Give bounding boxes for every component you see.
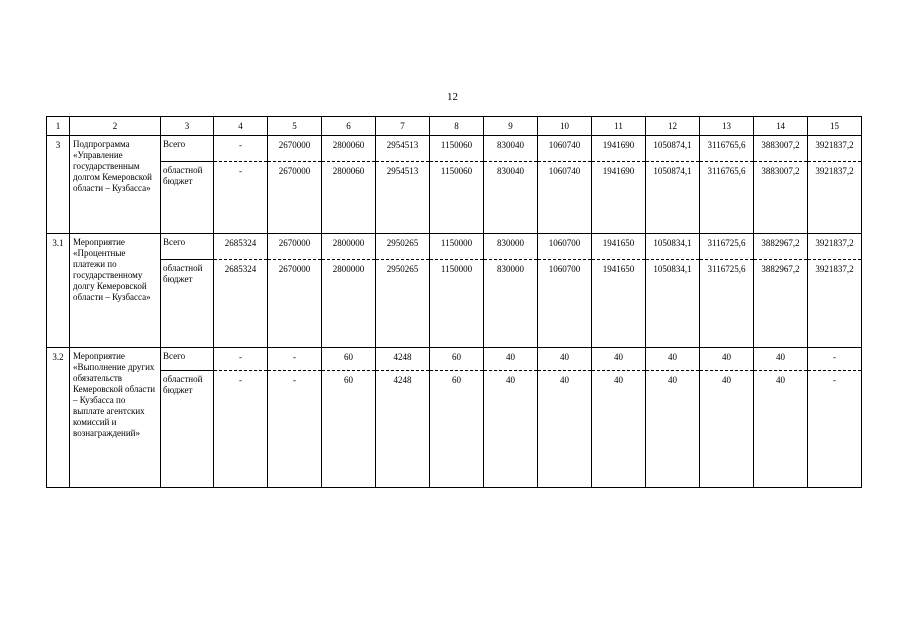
amount-cell: 40 <box>538 371 592 488</box>
amount-cell: - <box>268 371 322 488</box>
amount-cell: 40 <box>700 371 754 488</box>
amount-cell: 2670000 <box>268 162 322 234</box>
amount-cell: 40 <box>592 348 646 371</box>
funding-source: Всего <box>161 234 214 260</box>
amount-cell: 1060740 <box>538 136 592 162</box>
column-number: 10 <box>538 117 592 136</box>
amount-cell: 1060700 <box>538 260 592 348</box>
column-number-row <box>47 117 862 136</box>
amount-cell: 3883007,2 <box>754 136 808 162</box>
column-number: 2 <box>70 117 161 136</box>
amount-cell: 40 <box>646 371 700 488</box>
funding-source: областной бюджет <box>161 162 214 234</box>
amount-cell: 830000 <box>484 260 538 348</box>
amount-cell: 40 <box>754 371 808 488</box>
amount-cell: 1150000 <box>430 234 484 260</box>
amount-cell: 1150060 <box>430 136 484 162</box>
table-row <box>47 260 862 348</box>
amount-cell: 2800060 <box>322 136 376 162</box>
amount-cell: 3116765,6 <box>700 136 754 162</box>
amount-cell: - <box>808 371 862 488</box>
amount-cell: 40 <box>700 348 754 371</box>
amount-cell: 2950265 <box>376 234 430 260</box>
amount-cell: 60 <box>322 371 376 488</box>
column-number: 15 <box>808 117 862 136</box>
amount-cell: 3921837,2 <box>808 162 862 234</box>
amount-cell: 60 <box>322 348 376 371</box>
amount-cell: 3882967,2 <box>754 234 808 260</box>
amount-cell: 1150000 <box>430 260 484 348</box>
table-row <box>47 136 862 162</box>
amount-cell: 3116765,6 <box>700 162 754 234</box>
column-number: 1 <box>47 117 70 136</box>
amount-cell: - <box>268 348 322 371</box>
amount-cell: 40 <box>646 348 700 371</box>
column-number: 11 <box>592 117 646 136</box>
amount-cell: 830040 <box>484 162 538 234</box>
amount-cell: 1060740 <box>538 162 592 234</box>
table-row <box>47 234 862 260</box>
column-number: 7 <box>376 117 430 136</box>
amount-cell: 1050874,1 <box>646 162 700 234</box>
column-number: 5 <box>268 117 322 136</box>
amount-cell: 2800000 <box>322 234 376 260</box>
column-number: 14 <box>754 117 808 136</box>
amount-cell: - <box>214 348 268 371</box>
amount-cell: - <box>214 371 268 488</box>
amount-cell: 2950265 <box>376 260 430 348</box>
amount-cell: 1050834,1 <box>646 260 700 348</box>
amount-cell: 2670000 <box>268 260 322 348</box>
amount-cell: 4248 <box>376 371 430 488</box>
amount-cell: 1941650 <box>592 234 646 260</box>
amount-cell: - <box>214 136 268 162</box>
amount-cell: 3116725,6 <box>700 234 754 260</box>
table-row <box>47 348 862 371</box>
amount-cell: 40 <box>538 348 592 371</box>
amount-cell: 40 <box>592 371 646 488</box>
amount-cell: 1050874,1 <box>646 136 700 162</box>
amount-cell: 40 <box>484 371 538 488</box>
amount-cell: 60 <box>430 371 484 488</box>
funding-source: областной бюджет <box>161 260 214 348</box>
funding-source: областной бюджет <box>161 371 214 488</box>
amount-cell: 3882967,2 <box>754 260 808 348</box>
amount-cell: 1941690 <box>592 162 646 234</box>
amount-cell: 60 <box>430 348 484 371</box>
column-number: 13 <box>700 117 754 136</box>
table-body <box>47 117 862 488</box>
program-name: Мероприятие «Выполнение других обязательств Кемеровской области – Кузбасса по выплате агентских комиссий и вознаграждений» <box>70 348 161 488</box>
program-name: Подпрограмма «Управление государственным долгом Кемеровской области – Кузбасса» <box>70 136 161 234</box>
amount-cell: 2685324 <box>214 260 268 348</box>
amount-cell: 830040 <box>484 136 538 162</box>
amount-cell: 3921837,2 <box>808 260 862 348</box>
amount-cell: 3921837,2 <box>808 234 862 260</box>
column-number: 9 <box>484 117 538 136</box>
amount-cell: 1060700 <box>538 234 592 260</box>
table-row <box>47 371 862 488</box>
row-index: 3.1 <box>47 234 70 348</box>
amount-cell: 2670000 <box>268 234 322 260</box>
amount-cell: 40 <box>754 348 808 371</box>
amount-cell: 3883007,2 <box>754 162 808 234</box>
amount-cell: 4248 <box>376 348 430 371</box>
table-row <box>47 162 862 234</box>
amount-cell: 830000 <box>484 234 538 260</box>
amount-cell: - <box>214 162 268 234</box>
column-number: 3 <box>161 117 214 136</box>
amount-cell: 2800000 <box>322 260 376 348</box>
amount-cell: 2670000 <box>268 136 322 162</box>
column-number: 12 <box>646 117 700 136</box>
program-name: Мероприятие «Процентные платежи по государственному долгу Кемеровской области – Кузбасса» <box>70 234 161 348</box>
column-number: 6 <box>322 117 376 136</box>
funding-source: Всего <box>161 136 214 162</box>
amount-cell: 1050834,1 <box>646 234 700 260</box>
amount-cell: 40 <box>484 348 538 371</box>
amount-cell: 2685324 <box>214 234 268 260</box>
funding-source: Всего <box>161 348 214 371</box>
amount-cell: 3116725,6 <box>700 260 754 348</box>
amount-cell: - <box>808 348 862 371</box>
amount-cell: 1941650 <box>592 260 646 348</box>
column-number: 4 <box>214 117 268 136</box>
page-number: 12 <box>447 91 458 103</box>
amount-cell: 1941690 <box>592 136 646 162</box>
column-number: 8 <box>430 117 484 136</box>
amount-cell: 2800060 <box>322 162 376 234</box>
amount-cell: 2954513 <box>376 162 430 234</box>
row-index: 3 <box>47 136 70 234</box>
row-index: 3.2 <box>47 348 70 488</box>
amount-cell: 1150060 <box>430 162 484 234</box>
budget-table <box>46 116 862 488</box>
amount-cell: 3921837,2 <box>808 136 862 162</box>
amount-cell: 2954513 <box>376 136 430 162</box>
